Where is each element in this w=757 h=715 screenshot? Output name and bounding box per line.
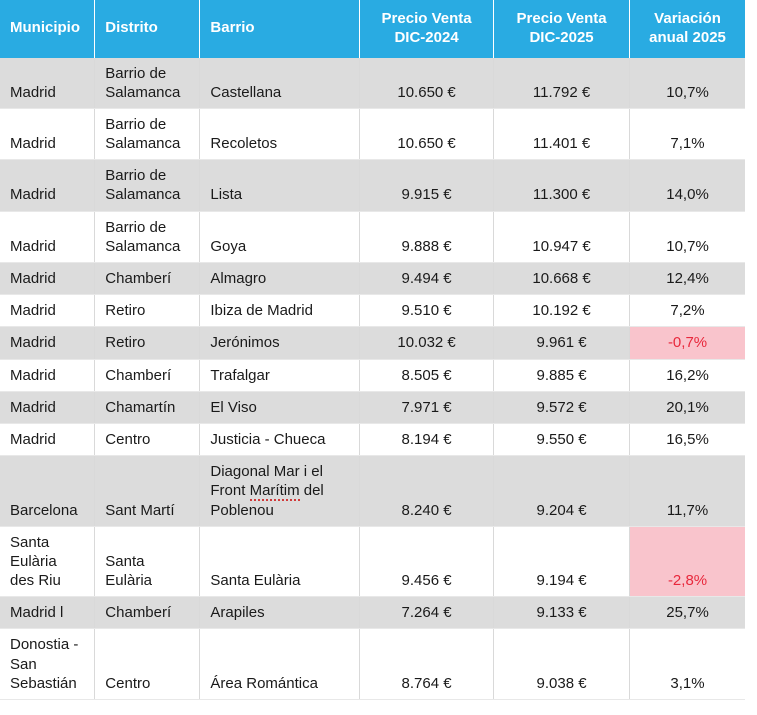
cell-barrio: Arapiles — [200, 597, 360, 629]
cell-precio-2025: 9.572 € — [494, 391, 630, 423]
table-row — [0, 456, 745, 527]
cell-barrio: Justicia - Chueca — [200, 423, 360, 455]
cell-precio-2025: 9.038 € — [494, 629, 630, 700]
table-body — [0, 58, 745, 700]
cell-precio-2025: 11.300 € — [494, 160, 630, 211]
cell-municipio: Barcelona — [0, 456, 95, 527]
cell-distrito: Chamartín — [95, 391, 200, 423]
cell-variacion: 14,0% — [630, 160, 745, 211]
table-row — [0, 423, 745, 455]
cell-distrito: Retiro — [95, 295, 200, 327]
cell-municipio: Madrid — [0, 263, 95, 295]
table-row — [0, 295, 745, 327]
cell-precio-2025: 10.192 € — [494, 295, 630, 327]
cell-variacion: 3,1% — [630, 629, 745, 700]
cell-distrito: Barrio de Salamanca — [95, 108, 200, 159]
cell-distrito: Santa Eulària — [95, 526, 200, 597]
cell-precio-2025: 11.792 € — [494, 58, 630, 109]
cell-precio-2025: 9.194 € — [494, 526, 630, 597]
cell-precio-2025: 9.133 € — [494, 597, 630, 629]
cell-barrio: Castellana — [200, 58, 360, 109]
cell-precio-2025: 9.550 € — [494, 423, 630, 455]
cell-precio-2025: 10.668 € — [494, 263, 630, 295]
table-row — [0, 629, 745, 700]
cell-variacion: 25,7% — [630, 597, 745, 629]
cell-precio-2025: 9.961 € — [494, 327, 630, 359]
cell-distrito: Sant Martí — [95, 456, 200, 527]
cell-precio-2024: 8.505 € — [360, 359, 494, 391]
cell-barrio: Almagro — [200, 263, 360, 295]
cell-distrito: Chamberí — [95, 263, 200, 295]
cell-distrito: Barrio de Salamanca — [95, 211, 200, 262]
table-header-row — [0, 0, 745, 58]
cell-precio-2024: 7.264 € — [360, 597, 494, 629]
cell-variacion: 7,2% — [630, 295, 745, 327]
cell-distrito: Chamberí — [95, 597, 200, 629]
cell-variacion: -2,8% — [630, 526, 745, 597]
cell-barrio: Trafalgar — [200, 359, 360, 391]
cell-precio-2025: 11.401 € — [494, 108, 630, 159]
cell-distrito: Centro — [95, 629, 200, 700]
cell-precio-2025: 9.885 € — [494, 359, 630, 391]
cell-barrio: Área Romántica — [200, 629, 360, 700]
cell-precio-2024: 9.494 € — [360, 263, 494, 295]
cell-precio-2024: 8.240 € — [360, 456, 494, 527]
cell-distrito: Barrio de Salamanca — [95, 160, 200, 211]
cell-municipio: Madrid l — [0, 597, 95, 629]
cell-variacion: -0,7% — [630, 327, 745, 359]
table-header — [0, 0, 745, 58]
column-header-municipio[interactable]: Municipio — [0, 0, 95, 58]
cell-municipio: Donostia - San Sebastián — [0, 629, 95, 700]
cell-municipio: Madrid — [0, 108, 95, 159]
table-row — [0, 58, 745, 109]
cell-municipio: Madrid — [0, 160, 95, 211]
cell-precio-2024: 8.194 € — [360, 423, 494, 455]
cell-variacion: 10,7% — [630, 58, 745, 109]
cell-precio-2024: 9.510 € — [360, 295, 494, 327]
cell-municipio: Madrid — [0, 58, 95, 109]
column-header-variacion[interactable]: Variación anual 2025 — [630, 0, 745, 58]
cell-municipio: Madrid — [0, 391, 95, 423]
cell-precio-2025: 10.947 € — [494, 211, 630, 262]
cell-distrito: Barrio de Salamanca — [95, 58, 200, 109]
cell-distrito: Centro — [95, 423, 200, 455]
table-row — [0, 263, 745, 295]
cell-variacion: 12,4% — [630, 263, 745, 295]
cell-precio-2024: 8.764 € — [360, 629, 494, 700]
table-row — [0, 211, 745, 262]
cell-variacion: 16,2% — [630, 359, 745, 391]
cell-municipio: Madrid — [0, 295, 95, 327]
table-row — [0, 108, 745, 159]
cell-precio-2024: 9.915 € — [360, 160, 494, 211]
cell-municipio: Madrid — [0, 211, 95, 262]
cell-distrito: Chamberí — [95, 359, 200, 391]
cell-barrio: Goya — [200, 211, 360, 262]
column-header-precio-2025[interactable]: Precio Venta DIC-2025 — [494, 0, 630, 58]
cell-variacion: 20,1% — [630, 391, 745, 423]
cell-municipio: Madrid — [0, 327, 95, 359]
cell-barrio: Santa Eulària — [200, 526, 360, 597]
cell-barrio: Ibiza de Madrid — [200, 295, 360, 327]
table-row — [0, 160, 745, 211]
cell-distrito: Retiro — [95, 327, 200, 359]
cell-barrio: El Viso — [200, 391, 360, 423]
cell-municipio: Madrid — [0, 359, 95, 391]
cell-barrio: Lista — [200, 160, 360, 211]
table-row — [0, 597, 745, 629]
cell-precio-2024: 9.888 € — [360, 211, 494, 262]
cell-precio-2024: 7.971 € — [360, 391, 494, 423]
column-header-barrio[interactable]: Barrio — [200, 0, 360, 58]
table-row — [0, 359, 745, 391]
cell-precio-2024: 10.650 € — [360, 58, 494, 109]
cell-municipio: Madrid — [0, 423, 95, 455]
table-row — [0, 391, 745, 423]
cell-barrio: Jerónimos — [200, 327, 360, 359]
cell-precio-2025: 9.204 € — [494, 456, 630, 527]
cell-variacion: 11,7% — [630, 456, 745, 527]
column-header-distrito[interactable]: Distrito — [95, 0, 200, 58]
table-row — [0, 526, 745, 597]
cell-municipio: Santa Eulària des Riu — [0, 526, 95, 597]
cell-variacion: 16,5% — [630, 423, 745, 455]
cell-variacion: 10,7% — [630, 211, 745, 262]
cell-variacion: 7,1% — [630, 108, 745, 159]
cell-precio-2024: 10.032 € — [360, 327, 494, 359]
cell-barrio: Diagonal Mar i el Front Marítim del Poblenou — [200, 456, 360, 527]
cell-barrio: Recoletos — [200, 108, 360, 159]
table-row — [0, 327, 745, 359]
column-header-precio-2024[interactable]: Precio Venta DIC-2024 — [360, 0, 494, 58]
spellcheck-underline: Marítim — [249, 482, 300, 500]
cell-precio-2024: 10.650 € — [360, 108, 494, 159]
cell-precio-2024: 9.456 € — [360, 526, 494, 597]
